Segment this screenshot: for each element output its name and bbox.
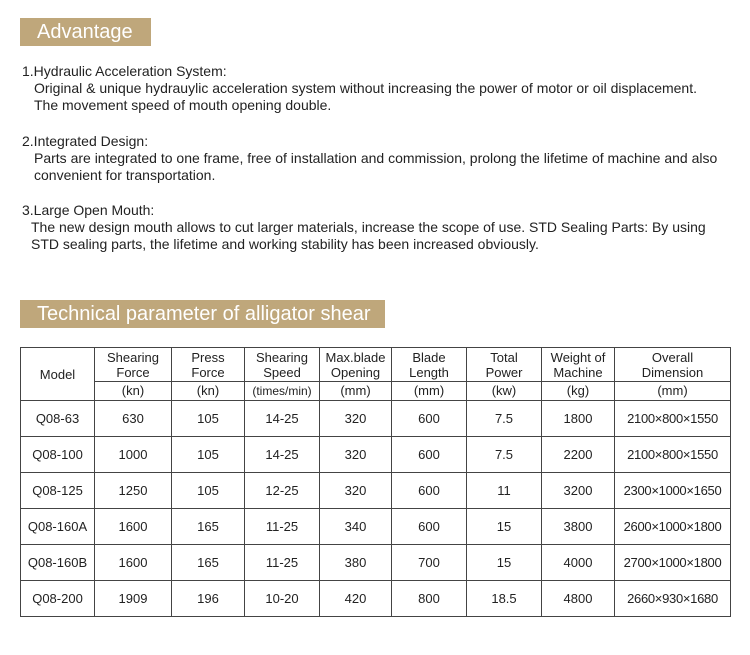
- table-cell: 600: [392, 473, 467, 509]
- table-cell: 320: [320, 401, 392, 437]
- technical-parameter-banner: Technical parameter of alligator shear: [20, 300, 385, 328]
- table-cell: 4800: [542, 581, 615, 617]
- feature-large-open-mouth: [22, 202, 722, 253]
- header-press-force: Press Force: [172, 348, 245, 382]
- table-header-row: [21, 348, 731, 382]
- table-cell: 4000: [542, 545, 615, 581]
- table-cell: 320: [320, 473, 392, 509]
- unit-cell: (kw): [467, 382, 542, 401]
- table-row: [21, 581, 731, 617]
- feature-integrated-design: [22, 133, 722, 184]
- table-row: [21, 473, 731, 509]
- table-cell: 14-25: [245, 437, 320, 473]
- header-overall-dimension: Overall Dimension: [615, 348, 731, 382]
- feature-description: Parts are integrated to one frame, free of installation and commission, prolong the lifetime of machine and also convenient for transportation.: [34, 150, 718, 183]
- header-blade-length: Blade Length: [392, 348, 467, 382]
- technical-parameter-table: [20, 347, 731, 617]
- feature-title: 1.Hydraulic Acceleration System:: [22, 63, 227, 79]
- table-cell: 600: [392, 509, 467, 545]
- feature-title: 3.Large Open Mouth:: [22, 202, 155, 218]
- table-cell: 600: [392, 437, 467, 473]
- header-total-power: Total Power: [467, 348, 542, 382]
- model-cell: Q08-100: [21, 437, 95, 473]
- unit-cell: (mm): [392, 382, 467, 401]
- table-cell: 1600: [95, 509, 172, 545]
- header-weight-of-machine: Weight of Machine: [542, 348, 615, 382]
- table-cell: 1250: [95, 473, 172, 509]
- table-cell: 165: [172, 545, 245, 581]
- table-row: [21, 509, 731, 545]
- table-cell: 2600×1000×1800: [615, 509, 731, 545]
- table-cell: 1000: [95, 437, 172, 473]
- unit-cell: (mm): [615, 382, 731, 401]
- header-shearing-speed: Shearing Speed: [245, 348, 320, 382]
- unit-cell: (kn): [95, 382, 172, 401]
- table-cell: 2100×800×1550: [615, 437, 731, 473]
- header-shearing-force: Shearing Force: [95, 348, 172, 382]
- table-cell: 380: [320, 545, 392, 581]
- header-max-blade-opening: Max.blade Opening: [320, 348, 392, 382]
- table-cell: 600: [392, 401, 467, 437]
- table-cell: 3800: [542, 509, 615, 545]
- table-cell: 105: [172, 437, 245, 473]
- table-cell: 1909: [95, 581, 172, 617]
- table-cell: 2200: [542, 437, 615, 473]
- table-cell: 2660×930×1680: [615, 581, 731, 617]
- advantage-banner: Advantage: [20, 18, 151, 46]
- feature-hydraulic-acceleration: [22, 63, 722, 114]
- table-cell: 630: [95, 401, 172, 437]
- table-unit-row: [21, 382, 731, 401]
- table-row: [21, 437, 731, 473]
- unit-cell: (kn): [172, 382, 245, 401]
- table-cell: 18.5: [467, 581, 542, 617]
- model-cell: Q08-200: [21, 581, 95, 617]
- table-cell: 2100×800×1550: [615, 401, 731, 437]
- feature-title: 2.Integrated Design:: [22, 133, 149, 149]
- table-cell: 105: [172, 401, 245, 437]
- model-cell: Q08-160B: [21, 545, 95, 581]
- table-cell: 12-25: [245, 473, 320, 509]
- table-cell: 11-25: [245, 545, 320, 581]
- table-cell: 15: [467, 509, 542, 545]
- feature-description: Original & unique hydrauylic acceleration system without increasing the power of motor or oil displacement. The movement speed of mouth opening double.: [34, 80, 697, 113]
- table-cell: 11-25: [245, 509, 320, 545]
- unit-cell: (kg): [542, 382, 615, 401]
- header-model: Model: [21, 348, 95, 401]
- model-cell: Q08-160A: [21, 509, 95, 545]
- table-cell: 196: [172, 581, 245, 617]
- feature-description: The new design mouth allows to cut larger materials, increase the scope of use. STD Sealing Parts: By using STD sealing parts, the lifetime and working stability has been increased obviously.: [31, 219, 706, 252]
- table-cell: 7.5: [467, 401, 542, 437]
- table-cell: 2700×1000×1800: [615, 545, 731, 581]
- table-row: [21, 545, 731, 581]
- table-cell: 7.5: [467, 437, 542, 473]
- unit-cell: (times/min): [245, 382, 320, 401]
- table-row: [21, 401, 731, 437]
- table-cell: 700: [392, 545, 467, 581]
- table-cell: 340: [320, 509, 392, 545]
- unit-cell: (mm): [320, 382, 392, 401]
- table-cell: 10-20: [245, 581, 320, 617]
- model-cell: Q08-63: [21, 401, 95, 437]
- table-cell: 420: [320, 581, 392, 617]
- table-cell: 1600: [95, 545, 172, 581]
- table-cell: 1800: [542, 401, 615, 437]
- table-cell: 14-25: [245, 401, 320, 437]
- table-cell: 11: [467, 473, 542, 509]
- model-cell: Q08-125: [21, 473, 95, 509]
- table-cell: 320: [320, 437, 392, 473]
- table-cell: 2300×1000×1650: [615, 473, 731, 509]
- table-cell: 15: [467, 545, 542, 581]
- table-cell: 105: [172, 473, 245, 509]
- table-cell: 165: [172, 509, 245, 545]
- table-cell: 800: [392, 581, 467, 617]
- table-cell: 3200: [542, 473, 615, 509]
